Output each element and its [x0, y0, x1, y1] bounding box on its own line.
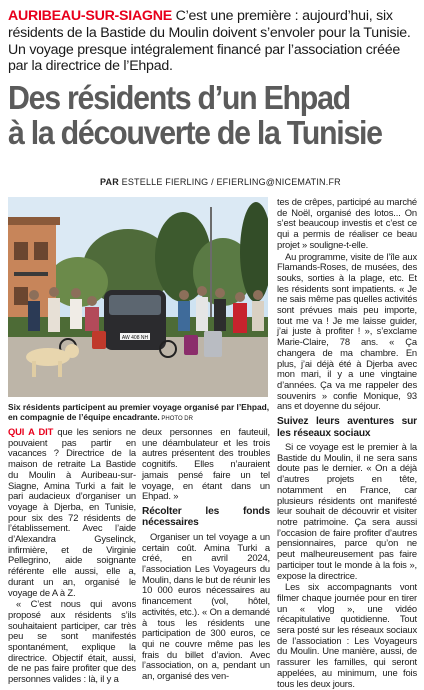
- group-photo: [8, 197, 268, 397]
- column-1-paragraph-1: [8, 427, 136, 598]
- dateline-place: AURIBEAU-SUR-SIAGNE: [8, 8, 172, 24]
- column-3-paragraph-3: Si ce voyage est le premier à la Bastide du Moulin, il ne sera sans doute pas le dernier. « On a déjà d’autres projets en tête, notamment en France, car plusieurs résidents ont manifesté leur souhait de découvrir et visiter notre patrimoine. Ça sera aussi l’occasion de faire profiter d’autres pensionnaires, parce qu’on ne peut malheureusement pas faire participer tout le monde à la fois », expose la directrice.: [277, 441, 417, 581]
- column-3-paragraph-1: tes de crêpes, participé au marché de Noël, organisé des lotos... On s’est beaucoup investis et c’est ce qui a permis de réaliser ce beau projet » souligne-t-elle.: [277, 196, 417, 250]
- column-2-paragraph-1: deux personnes en fauteuil, une déambulateur et les trois autres présentent des troubles cognitifs. Elles n’auraient jamais pensé faire un tel voyage, en étant dans un Ehpad. »: [142, 426, 270, 502]
- article-column-2: [142, 427, 270, 683]
- subheading-social: Suivez leurs aventures sur les réseaux sociaux: [277, 416, 417, 439]
- headline: [8, 80, 389, 150]
- byline: [100, 177, 420, 187]
- column-3-paragraph-2: Au programme, visite de l’île aux Flamands-Roses, de musées, des souks, sorties à la plage, etc. Et les résidents sont impatients. « Je ne sais même pas quelles activités sont prévues mais peu importe, tout me va ! Je me laisse guider, j’ai juste à profiter ! », s’exclame Marie-Claire, 78 ans. « Ça changera de ma chambre. En plus, j’ai déjà été à Djerba avec mon mari, il y a une vingtaine d’années. Ça va me rappeler des souvenirs » confie Monique, 93 ans et doyenne du séjour.: [277, 250, 417, 412]
- column-1-text-1: que les seniors ne pouvaient pas partir en vacances ? Directrice de la maison de retraite La Bastide du Moulin à Auribeau-sur-Siagne, Amina Turki a fait le pari audacieux d’organiser un voyage à Djerba, en Tunisie, pour six des 72 résidents de l’établissement. Avec l’aide d’Alexandra Gyselinck, infirmière, et de Virginie Pellegrino, aide soignante référente elle aussi, elle a, durant un an, organisé le voyage de A à Z.: [8, 426, 136, 598]
- photo-credit: PHOTO DR: [159, 416, 193, 423]
- article-column-1: [8, 427, 136, 686]
- lead-in: QUI A DIT: [8, 426, 54, 437]
- column-3-paragraph-4: Les six accompagnants vont filmer chaque journée pour en tirer un « vlog », une vidéo récapitulative quotidienne. Tout sera posté sur les réseaux sociaux de l’association : Les Voyageurs du Moulin. Une manière, aussi, de rassurer les familles, qui seront appelées, au minimum, une fois tous les deux jours.: [277, 581, 417, 689]
- van-plate: AW 408 NH: [121, 335, 149, 341]
- byline-par: PAR: [100, 177, 119, 187]
- article-column-3: [277, 197, 417, 690]
- caption-text: Six résidents participent au premier voyage organisé par l’Ehpad, en compagnie de l’équipe encadrante.: [8, 402, 270, 423]
- photo-caption: [8, 402, 270, 424]
- intro-text: C’est une première : aujourd’hui, six résidents de la Bastide du Moulin doivent s’envoler pour la Tunisie. Un voyage presque intégralement financé par l’association créée par la directrice de l’Ehpad.: [8, 8, 411, 75]
- column-2-paragraph-2: Organiser un tel voyage a un certain coût. Amina Turki a créé, en avril 2024, l’association Les Voyageurs du Moulin, dans le but de réunir les 10 000 euros nécessaires au financement (vol, hôtel, activités, etc.). « On a demandé à tous les résidents une participation de 300 euros, ce qui ne couvre même pas les frais du billet d’avion. Avec l’association, on a, pendant un an, organisé des ven-: [142, 530, 270, 682]
- headline-line-1: Des résidents d’un Ehpad: [8, 79, 350, 116]
- headline-line-2: à la découverte de la Tunisie: [8, 114, 382, 151]
- group-photo-illustration: [8, 197, 268, 397]
- byline-author: ESTELLE FIERLING / EFIERLING@NICEMATIN.FR: [118, 177, 341, 187]
- column-1-paragraph-2: « C’est nous qui avons proposé aux résidents s’ils souhaitaient participer, car très peu se sont manifestés spontanément, explique la directrice. Objectif était, aussi, de ne pas faire profiter que des personnes valides : là, il y a: [8, 598, 136, 685]
- intro-paragraph: [8, 8, 418, 75]
- subheading-funding: Récolter les fonds nécessaires: [142, 505, 270, 529]
